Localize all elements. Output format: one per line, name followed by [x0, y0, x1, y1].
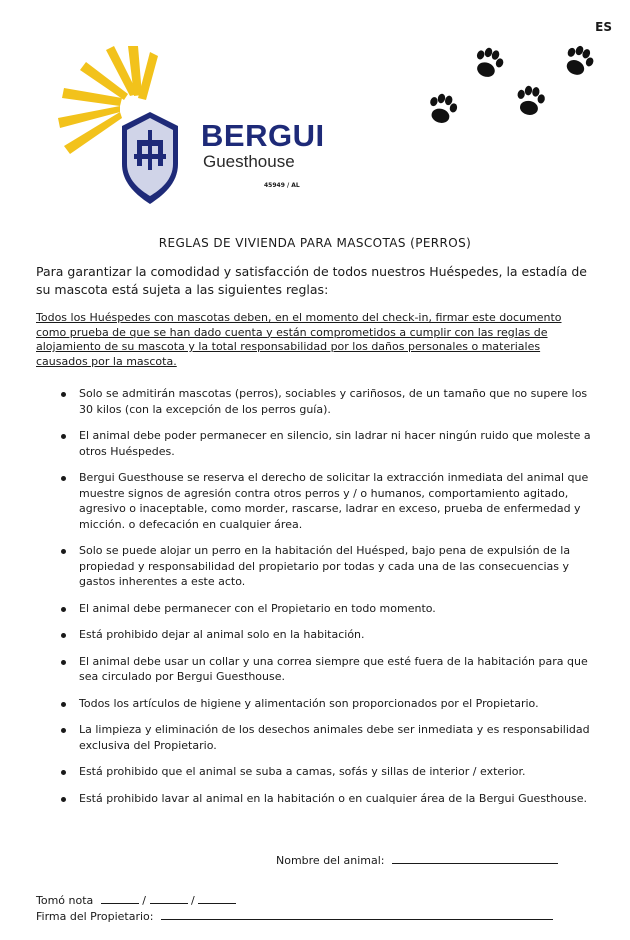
signature-field[interactable]	[161, 908, 553, 920]
date-separator: /	[191, 894, 195, 907]
intro-paragraph: Para garantizar la comodidad y satisfacción de todos nuestros Huéspedes, la estadía de su mascota está sujeta a las siguientes reglas:	[36, 264, 587, 297]
rules-list	[58, 386, 598, 817]
noted-row	[36, 892, 236, 907]
animal-name-row	[276, 852, 558, 867]
rule-item: Solo se puede alojar un perro en la habitación del Huésped, bajo pena de expulsión de la propiedad y responsabilidad del propietario por todas y cada una de las consecuencias y gastos inherentes a este acto.	[58, 543, 598, 590]
rule-item: La limpieza y eliminación de los desechos animales debe ser inmediata y es responsabilidad exclusiva del Propietario.	[58, 722, 598, 753]
date-day-field[interactable]	[101, 892, 139, 904]
rule-item: El animal debe permanecer con el Propietario en todo momento.	[58, 601, 598, 617]
rule-item: El animal debe usar un collar y una correa siempre que esté fuera de la habitación para que sea circulado por Bergui Guesthouse.	[58, 654, 598, 685]
signature-row	[36, 908, 553, 923]
date-separator: /	[142, 894, 146, 907]
document-title: REGLAS DE VIVIENDA PARA MASCOTAS (PERROS)	[158, 236, 472, 250]
bergui-logo-shield-icon	[58, 46, 198, 206]
language-code: ES	[595, 20, 612, 34]
animal-name-label: Nombre del animal:	[276, 854, 385, 867]
rule-item: Todos los artículos de higiene y alimentación son proporcionados por el Propietario.	[58, 696, 598, 712]
registration-code: 45949 / AL	[264, 182, 300, 189]
checkin-notice: Todos los Huéspedes con mascotas deben, en el momento del check-in, firmar este documento como prueba de que se han dado cuenta y están comprometidos a cumplir con las reglas de alojamiento de su mascota y la total responsabilidad por los daños personales o materiales causados por la mascota.	[36, 311, 562, 368]
rule-item: Bergui Guesthouse se reserva el derecho de solicitar la extracción inmediata del animal que muestre signos de agresión contra otros perros y / o humanos, comportamiento agitado, agresivo o inaceptable, como morder, rascarse, ladrar en exceso, prueba de enfermedad y micción. o defecación en cualquier área.	[58, 470, 598, 532]
paw-prints-icon	[420, 38, 610, 138]
date-year-field[interactable]	[198, 892, 236, 904]
brand-name: BERGUI	[201, 118, 325, 153]
rule-item: Solo se admitirán mascotas (perros), sociables y cariñosos, de un tamaño que no supere los 30 kilos (con la excepción de los perros guía).	[58, 386, 598, 417]
rule-item: Está prohibido lavar al animal en la habitación o en cualquier área de la Bergui Guesthouse.	[58, 791, 598, 807]
signature-label: Firma del Propietario:	[36, 910, 154, 923]
rule-item: El animal debe poder permanecer en silencio, sin ladrar ni hacer ningún ruido que moleste a otros Huéspedes.	[58, 428, 598, 459]
noted-label: Tomó nota	[36, 894, 94, 907]
animal-name-field[interactable]	[392, 852, 558, 864]
date-month-field[interactable]	[150, 892, 188, 904]
rule-item: Está prohibido dejar al animal solo en la habitación.	[58, 627, 598, 643]
brand-subtitle: Guesthouse	[203, 152, 295, 171]
rule-item: Está prohibido que el animal se suba a camas, sofás y sillas de interior / exterior.	[58, 764, 598, 780]
